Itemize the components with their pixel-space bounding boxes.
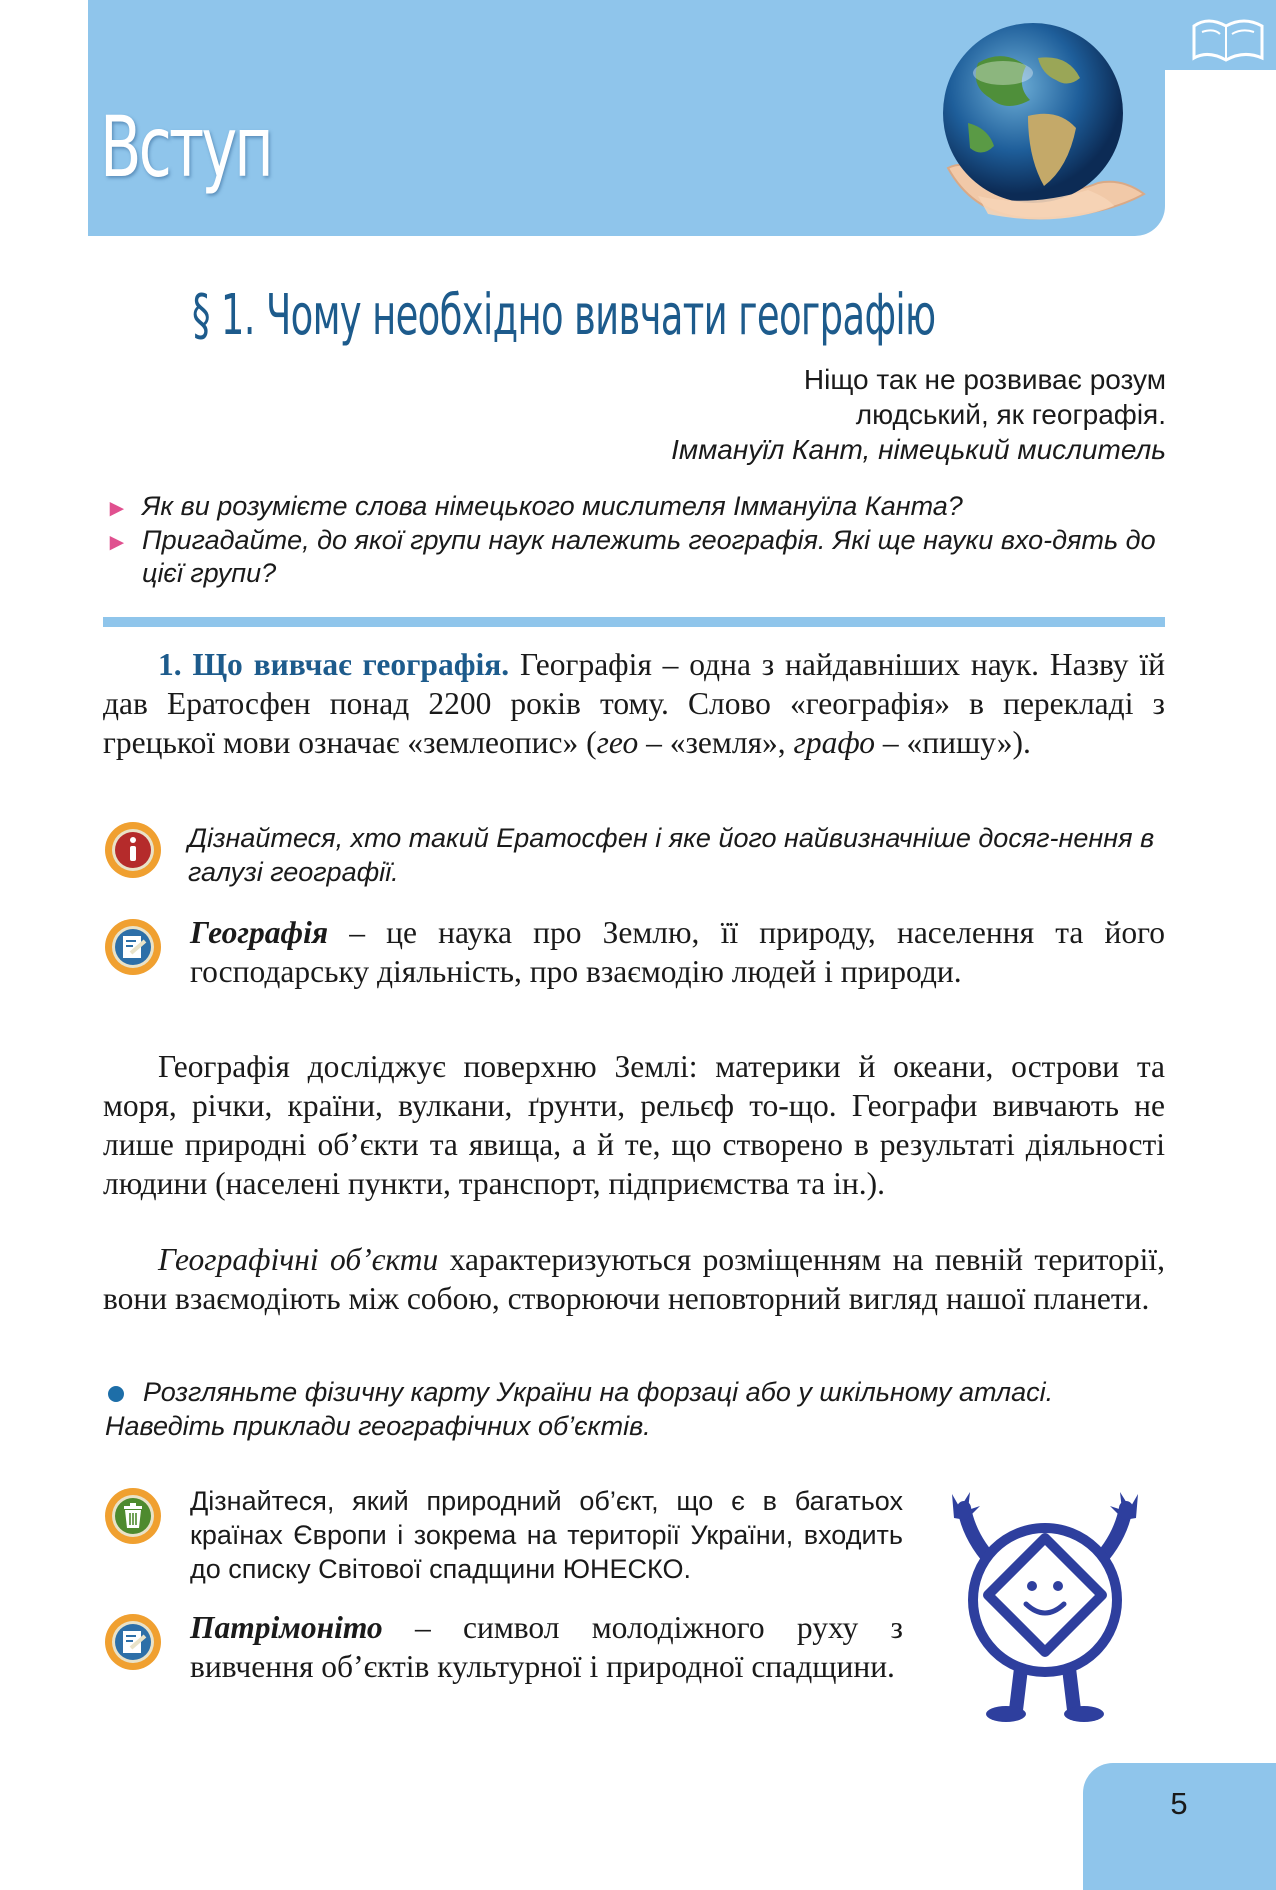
paragraph-text: Географія – одна з найдавніших наук. Назву їй дав Ератосфен понад 2200 років тому. Слово «географія» в перекладі з грецької мови означає «землеопис» ( xyxy=(103,647,1165,760)
definition-icon xyxy=(103,917,163,977)
header-notch xyxy=(1165,70,1276,236)
epigraph-line-2: людський, як географія. xyxy=(855,399,1166,430)
info-note-text: Дізнайтеся, хто такий Ератосфен і яке його найвизначніше досяг-нення в галузі географії. xyxy=(188,823,1155,887)
question-item xyxy=(107,524,1167,590)
definition-term: Патрімоніто xyxy=(190,1610,383,1645)
paragraph-text: – «пишу»). xyxy=(875,725,1031,760)
paragraph-geography-studies-surface: Географія досліджує поверхню Землі: материки й океани, острови та моря, річки, країни, вулкани, ґрунти, рельєф то-що. Географи вивчають не лише природні об’єкти та явища, а й те, що створено в результаті діяльності людини (населені пункти, транспорт, підприємства та ін.). xyxy=(103,1049,1165,1201)
question-item xyxy=(107,490,1167,523)
section-divider xyxy=(103,617,1165,627)
epigraph-author: Іммануїл Кант, німецький мислитель xyxy=(671,434,1166,465)
question-text: Пригадайте, до якої групи наук належить географія. Які ще науки вхо-дять до цієї групи? xyxy=(142,525,1156,588)
definition-text: – символ молодіжного руху з вивчення об’єктів культурної і природної спадщини. xyxy=(190,1610,903,1684)
epigraph xyxy=(671,362,1166,467)
question-text: Як ви розумієте слова німецького мислителя Іммануїла Канта? xyxy=(142,491,963,521)
definition-geography xyxy=(190,913,1165,991)
header-margin xyxy=(0,0,88,236)
definition-patrimonito xyxy=(190,1608,903,1686)
pink-arrow-icon: ► xyxy=(105,495,129,522)
paragraph-text: характеризуються розміщенням на певній території, вони взаємодіють між собою, створюючи неповторний вигляд нашої планети. xyxy=(103,1242,1166,1316)
page-number-tab xyxy=(1083,1763,1276,1890)
definition-text: – це наука про Землю, її природу, населення та його господарську діяльність, про взаємодію людей і природи. xyxy=(190,915,1165,989)
paragraph-what-geography-studies xyxy=(103,645,1165,762)
paragraph-geographic-objects xyxy=(103,1240,1165,1318)
definition-term: Географія xyxy=(190,915,329,950)
open-book-icon xyxy=(1188,12,1268,68)
epigraph-line-1: Ніщо так не розвиває розум xyxy=(803,364,1166,395)
pink-arrow-icon: ► xyxy=(105,529,129,556)
globe-in-hand-illustration xyxy=(908,18,1158,238)
term-geo: гео xyxy=(596,725,639,760)
section-title: § 1. Чому необхідно вивчати географію xyxy=(192,283,936,348)
chapter-title: Вступ xyxy=(100,98,271,196)
term-geographic-objects: Географічні об’єкти xyxy=(158,1242,439,1277)
paragraph-text: – «земля», xyxy=(638,725,794,760)
page-number: 5 xyxy=(1170,1786,1188,1821)
trash-bin-icon xyxy=(103,1486,163,1546)
unesco-note-text: Дізнайтеся, який природний об’єкт, що є в багатьох країнах Європи і зокрема на території України, входить до списку Світової спадщини ЮНЕСКО. xyxy=(190,1486,903,1584)
definition-icon xyxy=(103,1612,163,1672)
term-grafo: графо xyxy=(793,725,876,760)
subsection-heading: 1. Що вивчає географія. xyxy=(158,647,510,682)
task-text: Розгляньте фізичну карту України на форзаці або у шкільному атласі. Наведіть приклади географічних об’єктів. xyxy=(105,1377,1054,1441)
info-icon xyxy=(103,820,163,880)
patrimonito-mascot xyxy=(930,1480,1160,1725)
